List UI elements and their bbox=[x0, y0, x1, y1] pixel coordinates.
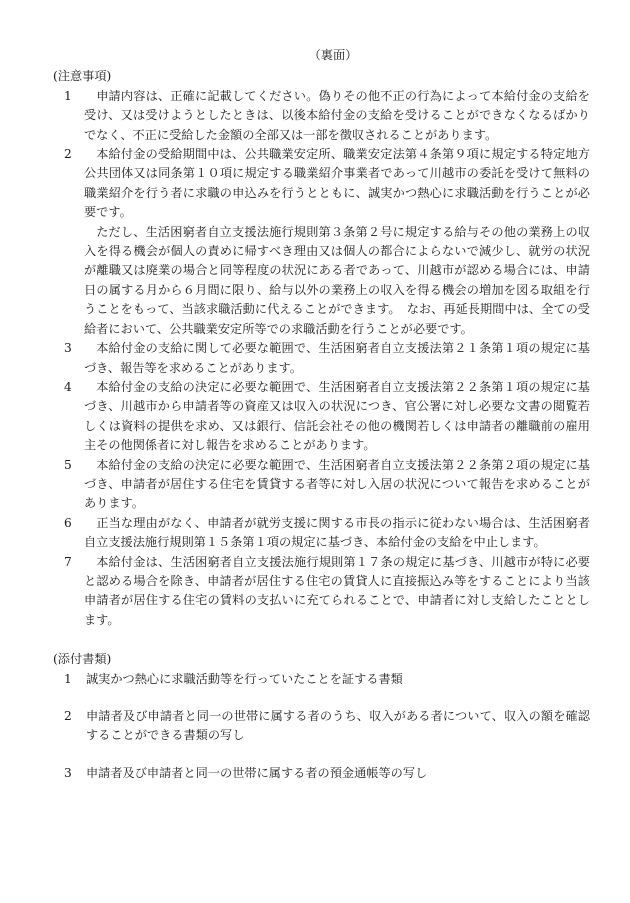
notes-item-4 bbox=[56, 378, 590, 456]
notes-item-text: 本給付金は、生活困窮者自立支援法施行規則第１７条の規定に基づき、川越市が特に必要と認める場合を除き、申請者が居住する住宅の賃貸人に直接振込み等をすることにより当該申請者が居住する住宅の賃料の支払いに充てられることで、申請者に対し支給したこととします。 bbox=[84, 554, 590, 627]
attachment-item-3 bbox=[56, 764, 590, 783]
attachment-item-text: 誠実かつ熱心に求職活動等を行っていたことを証する書類 bbox=[86, 671, 403, 686]
notes-item-5 bbox=[56, 456, 590, 514]
notes-item-text: 本給付金の支給の決定に必要な範囲で、生活困窮者自立支援法第２２条第１項の規定に基づき、川越市から申請者等の資産又は収入の状況につき、官公署に対し必要な文書の閲覧若しくは資料の提供を求め、又は銀行、信託会社その他の機関若しくは申請者の離職前の雇用主その他関係者に対し報告を求めることがあります。 bbox=[84, 379, 590, 453]
notes-item-text: 正当な理由がなく、申請者が就労支援に関する市長の指示に従わない場合は、生活困窮者自立支援法施行規則第１５条第１項の規定に基づき、本給付金の支給を中止します。 bbox=[84, 515, 590, 550]
attachment-item-number: 2 bbox=[64, 709, 72, 723]
notes-item-3 bbox=[56, 339, 590, 378]
item-spacer bbox=[56, 689, 590, 707]
attachment-item-1 bbox=[56, 670, 590, 689]
notes-item-text: 本給付金の受給期間中は、公共職業安定所、職業安定法第４条第９項に規定する特定地方公共団体又は同条第１０項に規定する職業紹介事業者であって川越市の委託を受けて無料の職業紹介を行う者に求職の申込みを行うとともに、誠実かつ熱心に求職活動を行うことが必要です。 bbox=[84, 147, 590, 220]
notes-item-text: 本給付金の支給の決定に必要な範囲で、生活困窮者自立支援法第２２条第２項の規定に基づき、申請者が居住する住宅を賃貸する者等に対し入居の状況について報告を求めることがあります。 bbox=[84, 457, 590, 511]
notes-heading: (注意事項) bbox=[53, 69, 112, 84]
attachment-item-text: 申請者及び申請者と同一の世帯に属する者の預金通帳等の写し bbox=[86, 765, 428, 780]
item-spacer bbox=[56, 746, 590, 764]
notes-item-number: 4 bbox=[64, 379, 72, 394]
notes-item-6 bbox=[56, 514, 590, 553]
notes-item-2 bbox=[56, 145, 590, 339]
attachment-item-number: 3 bbox=[64, 765, 72, 780]
page-title: （裏面） bbox=[308, 48, 358, 62]
attachments-heading: (添付書類) bbox=[53, 652, 112, 667]
attachment-item-2 bbox=[56, 707, 590, 746]
notes-item-text: 申請内容は、正確に記載してください。偽りその他不正の行為によって本給付金の支給を受け、又は受けようとしたときは、以後本給付金の支給を受けることができなくなるばかりでなく、不正に受給した金額の全部又は一部を徴収されることがあります。 bbox=[84, 88, 590, 142]
notes-item-text: 本給付金の支給に関して必要な範囲で、生活困窮者自立支援法第２１条第１項の規定に基づき、報告等を求めることがあります。 bbox=[84, 341, 590, 375]
notes-item-number: 3 bbox=[64, 341, 72, 356]
notes-item-number: 1 bbox=[64, 88, 72, 103]
notes-item-number: 5 bbox=[64, 457, 72, 472]
notes-item-number: 6 bbox=[64, 515, 72, 530]
notes-item-number: 2 bbox=[64, 147, 72, 162]
attachment-item-number: 1 bbox=[64, 671, 72, 686]
section-spacer bbox=[56, 630, 590, 650]
notes-item-1 bbox=[56, 87, 590, 145]
attachment-item-text: 申請者及び申請者と同一の世帯に属する者のうち、収入がある者について、収入の額を確認することができる書類の写し bbox=[86, 709, 590, 743]
notes-item-text: ただし、生活困窮者自立支援法施行規則第３条第２号に規定する給与その他の業務上の収入を得る機会が個人の責めに帰すべき理由又は個人の都合によらないで減少し、就労の状況が離職又は廃業の場合と同等程度の状況にある者であって、川越市が認める場合には、申請日の属する月から６月間に限り、給与以外の業務上の収入を得る機会の増加を図る取組を行うことをもって、当該求職活動に代えることができます。 なお、再延長期間中は、全ての受給者において、公共職業安定所等での求職活動を行うことが必要です。 bbox=[84, 224, 590, 336]
notes-item-body bbox=[84, 145, 590, 339]
notes-item-number: 7 bbox=[64, 554, 72, 569]
notes-item-7 bbox=[56, 553, 590, 631]
